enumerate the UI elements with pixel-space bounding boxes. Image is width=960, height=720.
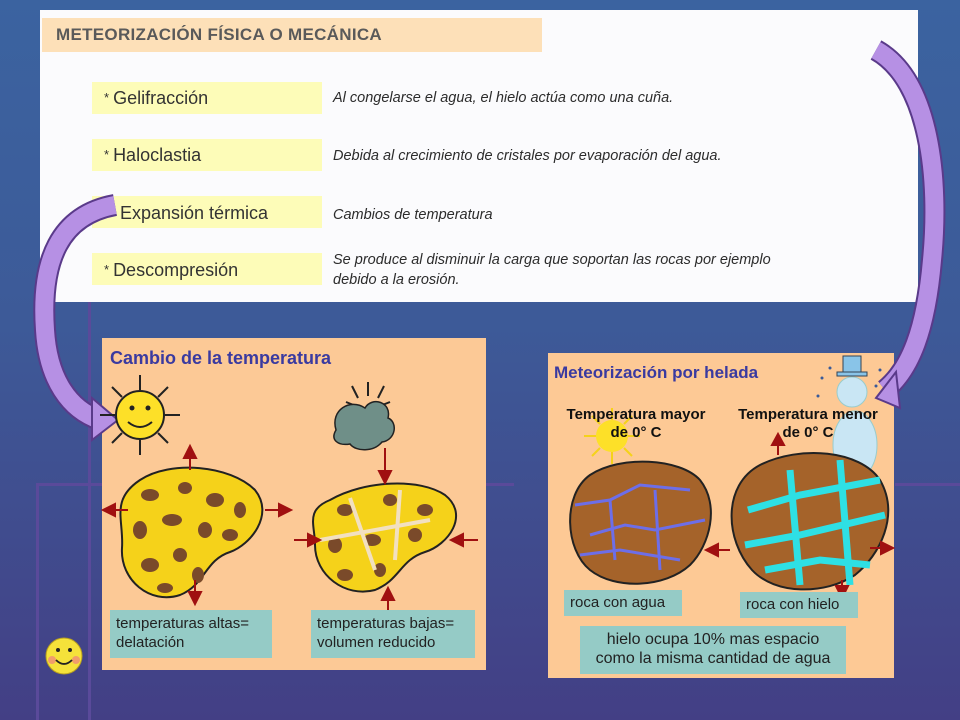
rock-contracted — [313, 484, 456, 592]
caption-ice: roca con hielo — [740, 592, 858, 618]
label-line: Temperatura menor — [738, 406, 878, 423]
desc-line: Se produce al disminuir la carga que soportan las rocas por ejemplo — [333, 252, 771, 268]
desc-haloclastia: Debida al crecimiento de cristales por evaporación del agua. — [333, 148, 722, 164]
star-bullet-icon: * — [104, 90, 110, 105]
star-bullet-icon: * — [104, 147, 110, 162]
page-title: METEORIZACIÓN FÍSICA O MECÁNICA — [56, 25, 382, 44]
caption-line: delatación — [116, 634, 185, 651]
caption-line: volumen reducido — [317, 634, 436, 651]
term-label: Gelifracción — [113, 88, 209, 108]
star-bullet-icon: * — [104, 262, 110, 277]
caption-water: roca con agua — [564, 590, 682, 616]
label-line: Temperatura mayor — [566, 406, 706, 423]
term-label: Expansión térmica — [120, 203, 269, 223]
desc-gelifraccion: Al congelarse el agua, el hielo actúa como una cuña. — [333, 90, 674, 106]
curved-arrow-icon — [44, 205, 118, 440]
label-temp-low — [728, 406, 888, 442]
desc-expansion: Cambios de temperatura — [333, 207, 493, 223]
rock-with-water — [570, 462, 711, 584]
rock-expanded — [120, 468, 262, 598]
caption-high-temp — [110, 610, 272, 658]
caption-ice-volume — [580, 626, 846, 674]
label-temp-high — [556, 406, 716, 442]
label-line: de 0° C — [782, 424, 834, 441]
cloud-icon — [334, 382, 394, 450]
temperature-panel-title: Cambio de la temperatura — [110, 348, 332, 368]
caption-line: temperaturas bajas= — [317, 615, 455, 632]
label-line: de 0° C — [610, 424, 662, 441]
frost-panel-title: Meteorización por helada — [554, 363, 759, 382]
caption-line: hielo ocupa 10% mas espacio — [606, 631, 820, 648]
desc-line: debido a la erosión. — [333, 272, 460, 288]
term-label: Haloclastia — [113, 145, 202, 165]
caption-low-temp — [311, 610, 475, 658]
caption-line: temperaturas altas= — [116, 615, 249, 632]
term-label: Descompresión — [113, 260, 239, 280]
curved-arrow-icon — [876, 50, 934, 408]
rock-with-ice — [732, 453, 889, 589]
caption-line: como la misma cantidad de agua — [595, 650, 831, 667]
sun-icon — [100, 375, 180, 455]
smiley-icon — [46, 638, 82, 674]
